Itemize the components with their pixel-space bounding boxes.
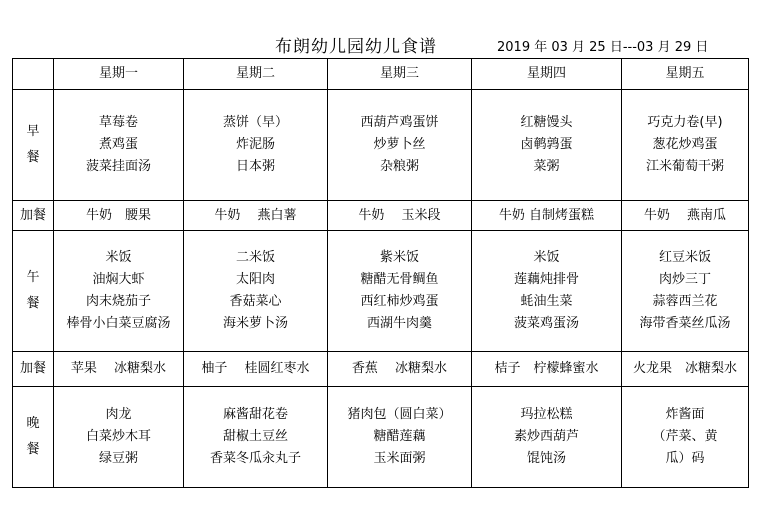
- menu-cell: [184, 387, 328, 488]
- menu-cell: [472, 201, 622, 231]
- menu-cell: [622, 387, 749, 488]
- dish: 瓜）码: [665, 451, 705, 466]
- day-header: 星期五: [622, 59, 749, 90]
- meal-label: [13, 231, 54, 352]
- dish: 日本粥: [235, 159, 275, 174]
- dish: 卤鹌鹑蛋: [520, 137, 573, 152]
- dish: 炒萝卜丝: [373, 137, 426, 152]
- dish: 肉末烧茄子: [85, 294, 151, 309]
- dish: 牛奶 玉米段: [358, 207, 441, 223]
- menu-table: [12, 58, 749, 488]
- dish: 草莓卷: [98, 115, 138, 130]
- dish: 火龙果 冰糖梨水: [632, 361, 737, 376]
- menu-cell: [622, 201, 749, 231]
- meal-label-text: 午 餐: [26, 270, 40, 311]
- menu-cell: [54, 387, 184, 488]
- menu-cell: [622, 90, 749, 201]
- dish: 肉炒三丁: [658, 272, 711, 287]
- dish: 桔子 柠檬蜂蜜水: [494, 361, 599, 376]
- menu-cell: [328, 201, 472, 231]
- dish: 红糖馒头: [520, 115, 573, 130]
- menu-cell: [184, 231, 328, 352]
- meal-label: 加餐: [13, 352, 54, 387]
- dish: 蒸饼（早）: [222, 115, 288, 130]
- dish: 葱花炒鸡蛋: [652, 137, 718, 152]
- dish: 油焖大虾: [92, 272, 145, 287]
- menu-cell: [328, 90, 472, 201]
- dish: 牛奶 腰果: [85, 207, 151, 223]
- meal-label: 加餐: [13, 201, 54, 231]
- menu-cell: [184, 201, 328, 231]
- dish: 麻酱甜花卷: [222, 407, 288, 422]
- dish: 猪肉包（圆白菜）: [347, 407, 452, 422]
- dish: 莲藕炖排骨: [513, 272, 579, 287]
- day-header: 星期一: [54, 59, 184, 90]
- meal-row-snack-afternoon: [13, 352, 749, 387]
- dish: 太阳肉: [235, 272, 275, 287]
- menu-cell: [622, 231, 749, 352]
- dish: 米饭: [105, 250, 132, 265]
- page-title: 布朗幼儿园幼儿食谱: [275, 37, 437, 57]
- dish: 西湖牛肉羹: [366, 316, 432, 331]
- dish: 白菜炒木耳: [85, 429, 151, 444]
- dish: 素炒西葫芦: [513, 429, 579, 444]
- dish: 江米葡萄干粥: [645, 159, 724, 174]
- meal-row-breakfast: [13, 90, 749, 201]
- dish: 香菇菜心: [229, 294, 282, 309]
- dish: 菠菜鸡蛋汤: [513, 316, 579, 331]
- dish: 糖醋无骨鲷鱼: [360, 272, 439, 287]
- dish: 炸酱面: [665, 407, 705, 422]
- menu-cell: [54, 90, 184, 201]
- meal-label: [13, 387, 54, 488]
- meal-row-dinner: [13, 387, 749, 488]
- dish: 牛奶 燕南瓜: [643, 207, 727, 223]
- menu-cell: [184, 90, 328, 201]
- day-header: 星期四: [472, 59, 622, 90]
- dish: 海带香菜丝瓜汤: [639, 316, 731, 331]
- header-row: [13, 59, 749, 90]
- menu-cell: [184, 352, 328, 387]
- meal-row-lunch: [13, 231, 749, 352]
- dish: 米饭: [533, 250, 560, 265]
- dish: 菠菜挂面汤: [85, 159, 151, 174]
- date-range: 2019 年 03 月 25 日---03 月 29 日: [497, 40, 709, 55]
- dish: 棒骨小白菜豆腐汤: [66, 316, 171, 331]
- menu-cell: [472, 352, 622, 387]
- day-header: 星期三: [328, 59, 472, 90]
- menu-cell: [54, 201, 184, 231]
- dish: 柚子 桂圆红枣水: [201, 361, 310, 376]
- menu-cell: [472, 387, 622, 488]
- dish: 苹果 冰糖梨水: [70, 361, 167, 376]
- menu-cell: [54, 231, 184, 352]
- corner-cell: [13, 59, 54, 90]
- menu-cell: [622, 352, 749, 387]
- dish: 蚝油生菜: [520, 294, 573, 309]
- dish: 紫米饭: [379, 250, 419, 265]
- dish: 香菜冬瓜汆丸子: [209, 451, 301, 466]
- dish: 海米萝卜汤: [222, 316, 288, 331]
- dish: 牛奶 燕白薯: [214, 207, 297, 223]
- dish: 菜粥: [533, 159, 560, 174]
- dish: 炸泥肠: [235, 137, 275, 152]
- dish: 香蕉 冰糖梨水: [351, 361, 448, 376]
- dish: 绿豆粥: [98, 451, 138, 466]
- meal-row-snack-morning: [13, 201, 749, 231]
- day-header: 星期二: [184, 59, 328, 90]
- menu-cell: [328, 387, 472, 488]
- dish: 煮鸡蛋: [98, 137, 138, 152]
- dish: 甜椒土豆丝: [222, 429, 288, 444]
- dish: 玉米面粥: [373, 451, 426, 466]
- menu-cell: [472, 231, 622, 352]
- dish: 糖醋莲藕: [373, 429, 426, 444]
- dish: 蒜蓉西兰花: [652, 294, 718, 309]
- meal-label: [13, 90, 54, 201]
- dish: 馄饨汤: [526, 451, 566, 466]
- menu-cell: [328, 352, 472, 387]
- dish: 西葫芦鸡蛋饼: [360, 115, 439, 130]
- dish: 牛奶 自制烤蛋糕: [498, 207, 595, 223]
- dish: 红豆米饭: [658, 250, 711, 265]
- menu-cell: [472, 90, 622, 201]
- dish: 西红柿炒鸡蛋: [360, 294, 439, 309]
- meal-label-text: 早 餐: [26, 124, 40, 165]
- dish: 杂粮粥: [379, 159, 419, 174]
- meal-label-text: 晚 餐: [26, 416, 40, 457]
- dish: 肉龙: [105, 407, 132, 422]
- dish: 玛拉松糕: [520, 407, 573, 422]
- menu-cell: [328, 231, 472, 352]
- dish: 巧克力卷(早): [647, 115, 723, 130]
- menu-cell: [54, 352, 184, 387]
- dish: （芹菜、黄: [652, 429, 718, 444]
- dish: 二米饭: [235, 250, 275, 265]
